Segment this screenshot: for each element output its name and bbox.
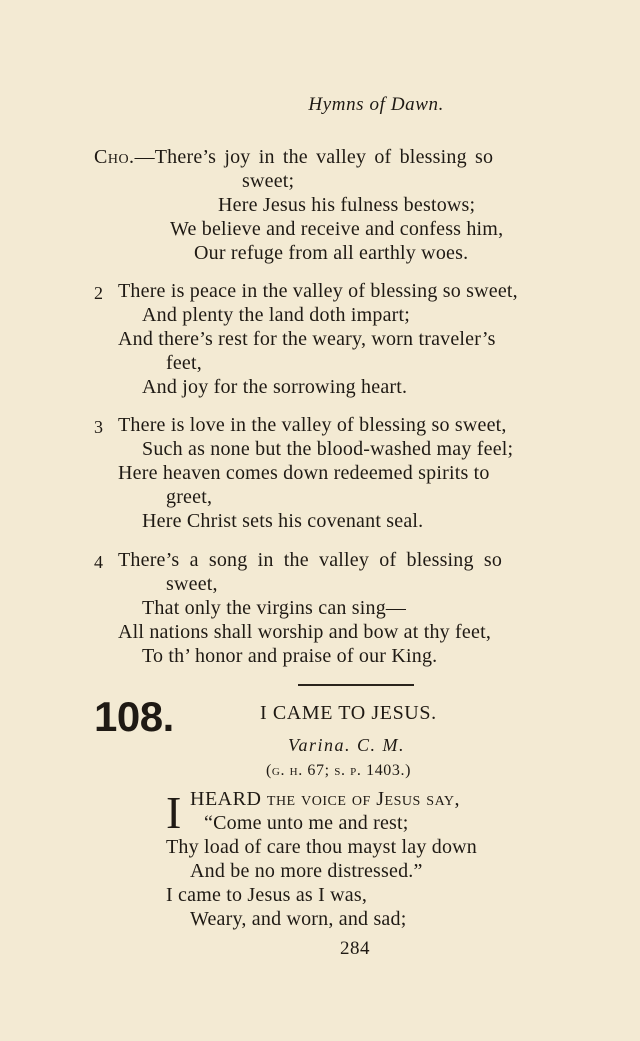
page-number: 284 xyxy=(340,938,370,959)
verse-3-line-3: Here heaven comes down redeemed spirits to xyxy=(118,462,490,484)
verse-2-line-3: And there’s rest for the weary, worn traveler’s xyxy=(118,328,496,350)
verse-2-line-1: There is peace in the valley of blessing so sweet, xyxy=(118,280,518,302)
hymn-number: 108. xyxy=(94,693,174,740)
verse-4-line-1: There’s a song in the valley of blessing so xyxy=(118,549,503,571)
hymn-references: (g. h. 67; s. p. 1403.) xyxy=(266,762,412,779)
verse-3-line-1: There is love in the valley of blessing so sweet, xyxy=(118,414,507,436)
verse-3-number: 3 xyxy=(94,417,104,437)
verse-2-line-2: And plenty the land doth impart; xyxy=(142,304,411,326)
hymn-line-1 xyxy=(190,787,460,811)
verse-4-line-4: All nations shall worship and bow at thy feet, xyxy=(118,621,492,643)
verse-4-number: 4 xyxy=(94,552,104,572)
chorus-line-1 xyxy=(94,145,493,169)
hymn-line-2: “Come unto me and rest; xyxy=(204,812,409,834)
chorus-line-5: Our refuge from all earthly woes. xyxy=(194,242,469,264)
chorus-label: Cho. xyxy=(94,146,135,168)
verse-2-line-4: feet, xyxy=(166,352,202,374)
verse-2-line-5: And joy for the sorrowing heart. xyxy=(142,376,408,398)
hymn-line-3: Thy load of care thou mayst lay down xyxy=(166,836,478,858)
hymn-line-5: I came to Jesus as I was, xyxy=(166,884,368,906)
chorus-line-4: We believe and receive and confess him, xyxy=(170,218,504,240)
verse-3-line-2: Such as none but the blood-washed may feel; xyxy=(142,438,514,460)
verse-4-line-2: sweet, xyxy=(166,573,218,595)
section-divider xyxy=(298,684,414,686)
verse-3-line-4: greet, xyxy=(166,486,213,508)
verse-2-number: 2 xyxy=(94,283,104,303)
hymn-line-4: And be no more distressed.” xyxy=(190,860,423,882)
verse-4-line-5: To th’ honor and praise of our King. xyxy=(142,645,438,667)
hymn-line-6: Weary, and worn, and sad; xyxy=(190,908,407,930)
chorus-line-3: Here Jesus his fulness bestows; xyxy=(218,194,476,216)
drop-cap: I xyxy=(166,787,182,838)
verse-3-line-5: Here Christ sets his covenant seal. xyxy=(142,510,424,532)
hymn-line-1-text: HEARD the voice of Jesus say, xyxy=(190,788,461,810)
hymn-title: I CAME TO JESUS. xyxy=(260,702,437,724)
running-head: Hymns of Dawn. xyxy=(308,94,444,115)
verse-4-line-3: That only the virgins can sing— xyxy=(142,597,407,619)
chorus-line-2: sweet; xyxy=(242,170,295,192)
tune-meter: Varina. C. M. xyxy=(288,735,406,755)
chorus-line-1-text: —There’s joy in the valley of blessing so xyxy=(134,146,494,168)
